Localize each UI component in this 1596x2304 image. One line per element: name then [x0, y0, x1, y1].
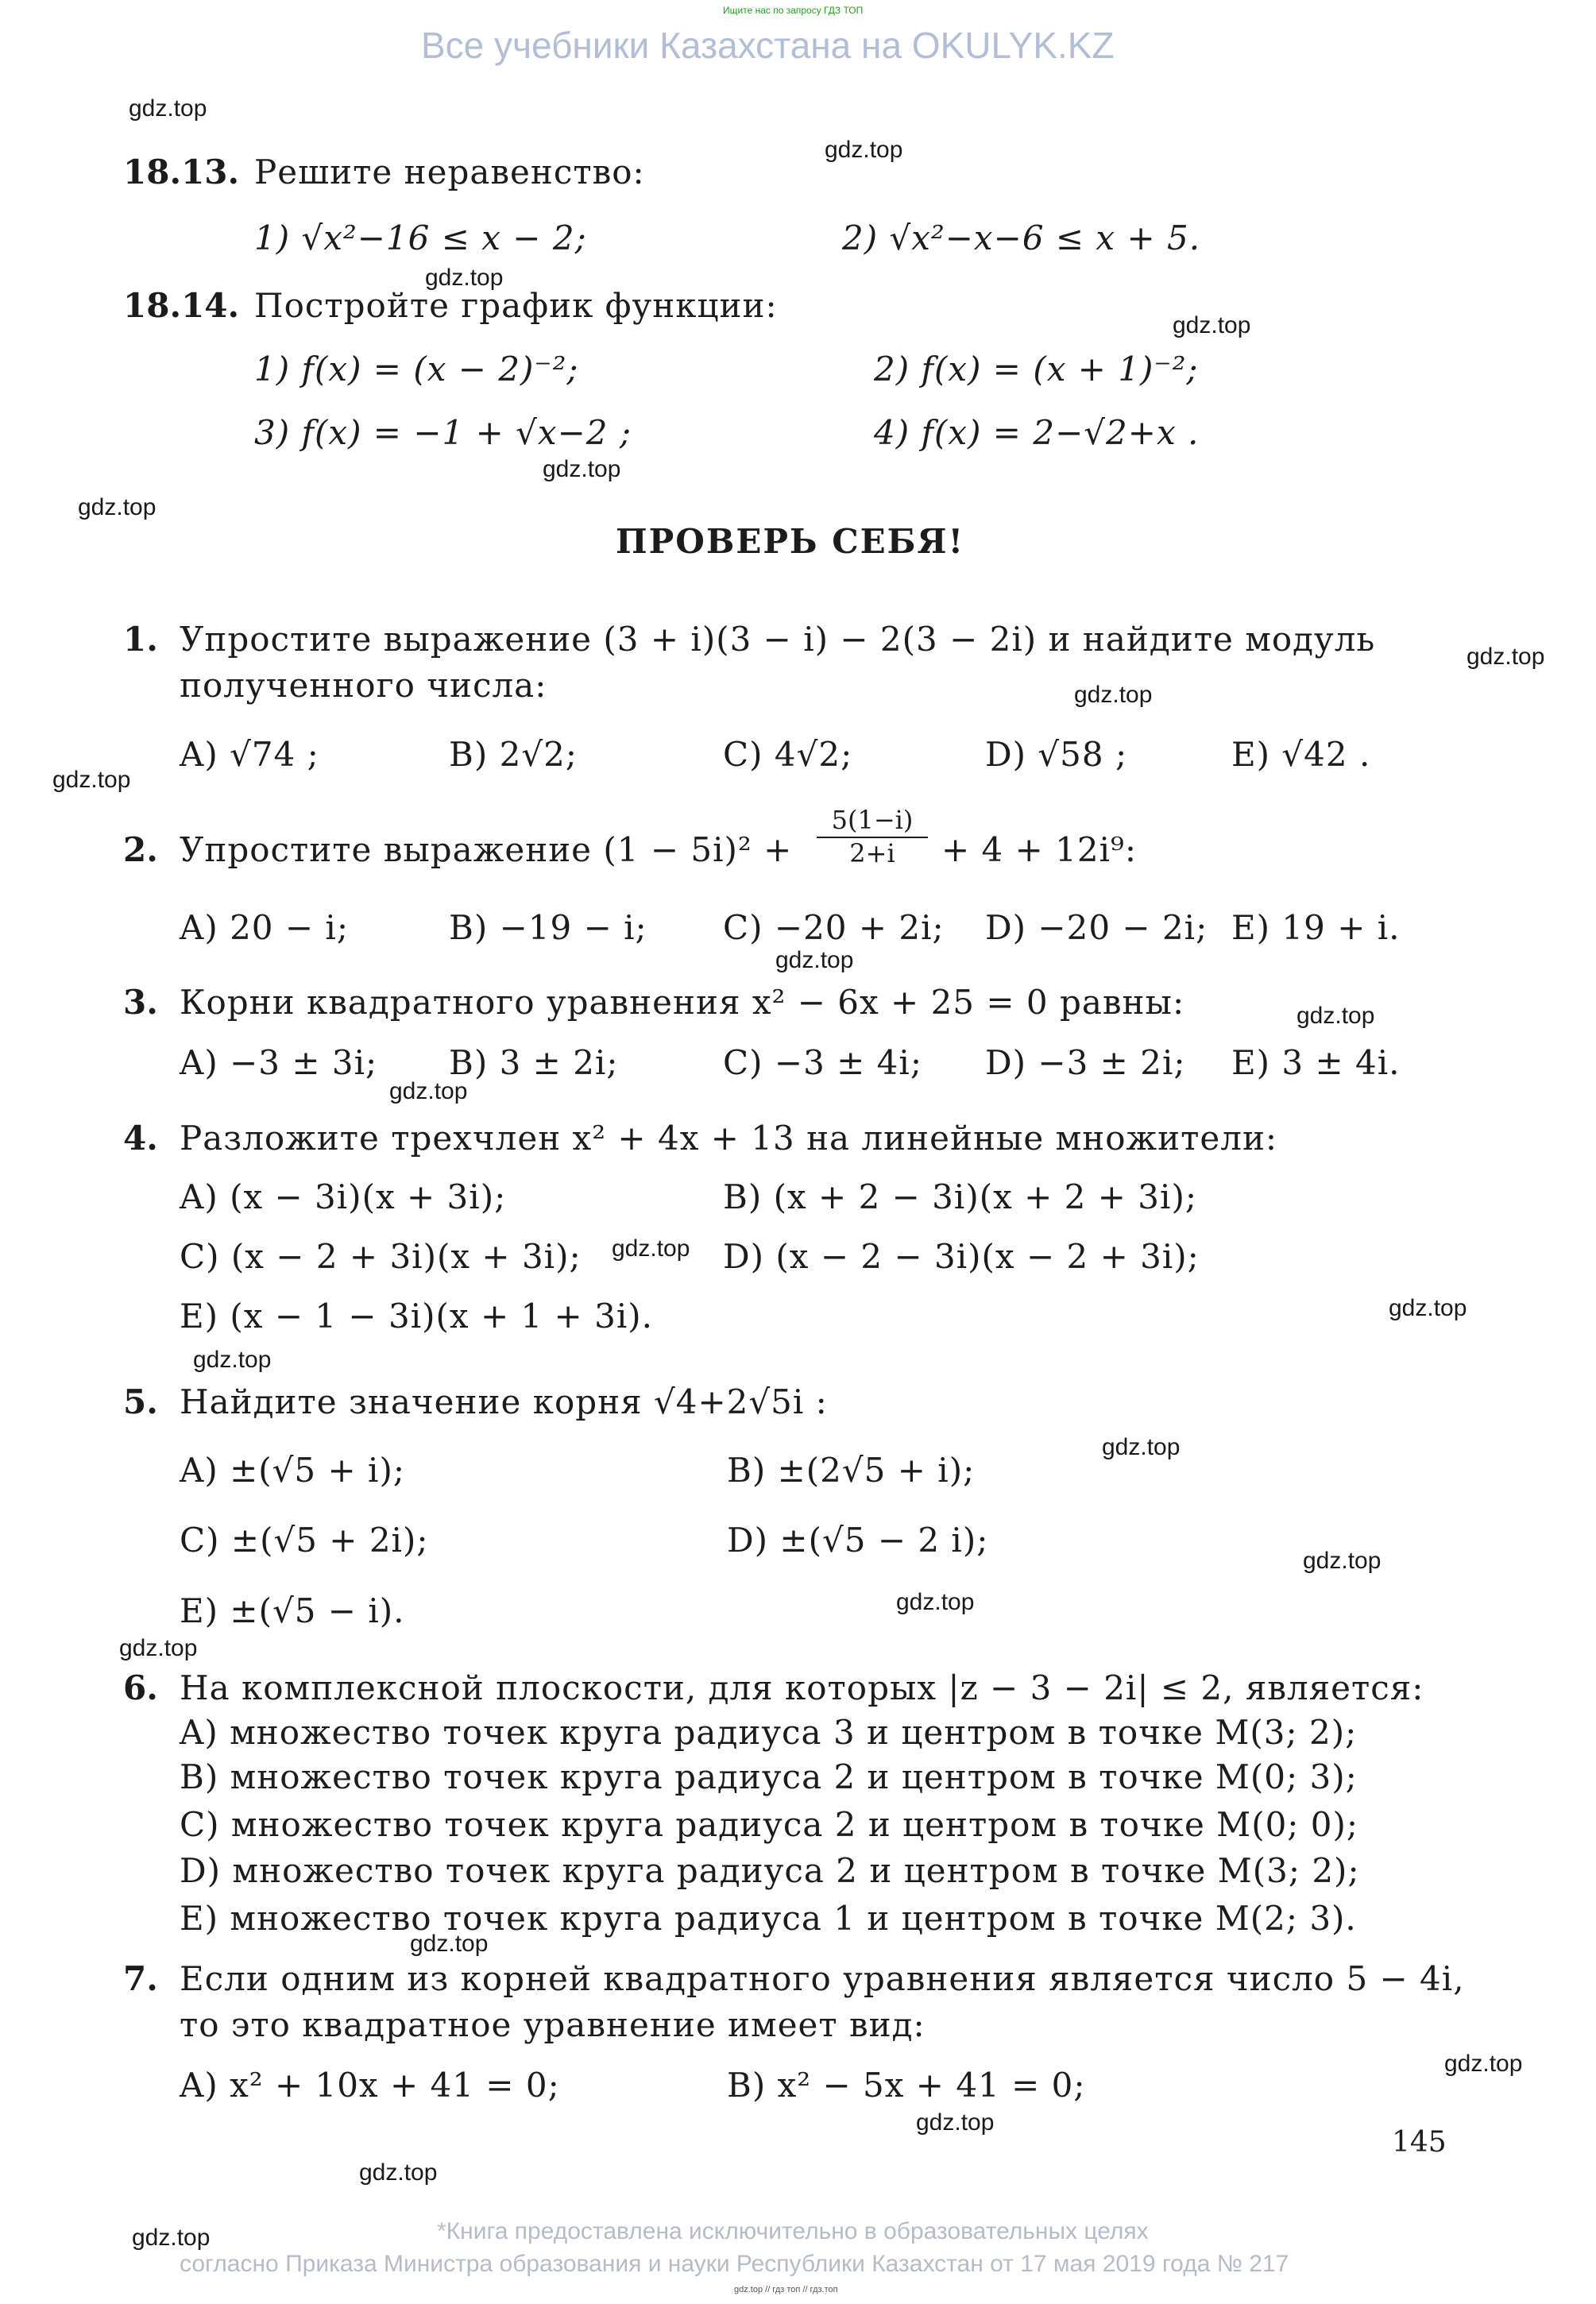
watermark: gdz.top	[132, 2225, 211, 2251]
watermark: gdz.top	[1444, 2051, 1523, 2077]
question-number: 3.	[123, 983, 158, 1022]
answer-option: A) √74 ;	[180, 735, 319, 774]
answer-option: C) ±(√5 + 2i);	[180, 1521, 429, 1560]
watermark: gdz.top	[916, 2109, 995, 2136]
watermark: gdz.top	[1297, 1003, 1375, 1029]
answer-option: A) x² + 10x + 41 = 0;	[180, 2066, 560, 2105]
answer-option: B) 2√2;	[449, 735, 578, 774]
problem-option: 3) f(x) = −1 + √x−2 ;	[254, 413, 632, 452]
answer-option: A) −3 ± 3i;	[180, 1043, 378, 1082]
question-number: 1.	[123, 620, 158, 659]
watermark: gdz.top	[129, 95, 207, 122]
problem-title: Постройте график функции:	[254, 286, 778, 325]
answer-option: C) множество точек круга радиуса 2 и центром в точке M(0; 0);	[180, 1805, 1359, 1844]
watermark: gdz.top	[825, 137, 903, 163]
watermark: gdz.top	[193, 1347, 272, 1373]
answer-option: B) 3 ± 2i;	[449, 1043, 619, 1082]
watermark: gdz.top	[543, 456, 621, 482]
problem-option: 1) √x²−16 ≤ x − 2;	[254, 218, 587, 257]
answer-option: B) x² − 5x + 41 = 0;	[727, 2066, 1086, 2105]
question-text: Найдите значение корня √4+2√5i :	[180, 1382, 828, 1421]
answer-option: D) множество точек круга радиуса 2 и центром в точке M(3; 2);	[180, 1851, 1360, 1890]
answer-option: D) (x − 2 − 3i)(x − 2 + 3i);	[723, 1237, 1200, 1276]
problem-option: 2) √x²−x−6 ≤ x + 5.	[842, 218, 1201, 257]
problem-option: 4) f(x) = 2−√2+x .	[874, 413, 1200, 452]
question-text: Корни квадратного уравнения x² − 6x + 25 = 0 равны:	[180, 983, 1185, 1022]
page-number: 145	[1392, 2126, 1447, 2159]
answer-option: C) −3 ± 4i;	[723, 1043, 922, 1082]
answer-option: E) 19 + i.	[1231, 908, 1401, 947]
answer-option: A) (x − 3i)(x + 3i);	[180, 1177, 507, 1216]
question-text: Если одним из корней квадратного уравнения является число 5 − 4i,	[180, 1959, 1465, 1998]
footer-tiny-links[interactable]: gdz.top // гдз топ // гдз.топ	[734, 2285, 838, 2294]
watermark: gdz.top	[359, 2159, 438, 2186]
section-title: ПРОВЕРЬ СЕБЯ!	[616, 522, 965, 561]
answer-option: C) (x − 2 + 3i)(x + 3i);	[180, 1237, 582, 1276]
watermark: gdz.top	[119, 1635, 198, 1661]
question-text: Упростите выражение (1 − 5i)² +	[180, 830, 793, 869]
watermark: gdz.top	[1102, 1434, 1181, 1460]
answer-option: B) множество точек круга радиуса 2 и центром в точке M(0; 3);	[180, 1757, 1358, 1796]
answer-option: A) 20 − i;	[180, 908, 349, 947]
question-text: + 4 + 12i⁹:	[941, 830, 1138, 869]
answer-option: D) √58 ;	[985, 735, 1128, 774]
fraction-denominator: 2+i	[849, 838, 895, 868]
question-number: 6.	[123, 1668, 158, 1707]
answer-option: A) множество точек круга радиуса 3 и центром в точке M(3; 2);	[180, 1713, 1358, 1752]
watermark: gdz.top	[1467, 644, 1545, 670]
question-number: 2.	[123, 830, 158, 869]
fraction	[817, 805, 928, 868]
problem-option: 1) f(x) = (x − 2)⁻²;	[254, 350, 579, 389]
answer-option: E) (x − 1 − 3i)(x + 1 + 3i).	[180, 1297, 653, 1336]
watermark: gdz.top	[612, 1235, 690, 1262]
answer-option: E) √42 .	[1231, 735, 1371, 774]
header-tiny-text: Ищите нас по запросу ГДЗ ТОП	[723, 5, 864, 16]
watermark: gdz.top	[896, 1589, 975, 1615]
answer-option: E) множество точек круга радиуса 1 и центром в точке M(2; 3).	[180, 1899, 1357, 1938]
answer-option: D) ±(√5 − 2 i);	[727, 1521, 989, 1560]
watermark: gdz.top	[775, 947, 854, 973]
watermark: gdz.top	[410, 1931, 489, 1957]
site-banner[interactable]: Все учебники Казахстана на OKULYK.KZ	[421, 25, 1115, 66]
watermark: gdz.top	[1074, 682, 1153, 708]
fraction-numerator: 5(1−i)	[817, 805, 928, 838]
footer-disclaimer: *Книга предоставлена исключительно в образовательных целях	[437, 2218, 1149, 2244]
watermark: gdz.top	[78, 494, 157, 520]
question-text: то это квадратное уравнение имеет вид:	[180, 2005, 926, 2044]
question-text: полученного числа:	[180, 666, 547, 705]
answer-option: E) ±(√5 − i).	[180, 1591, 405, 1630]
watermark: gdz.top	[1303, 1548, 1382, 1574]
question-number: 7.	[123, 1959, 158, 1998]
answer-option: D) −20 − 2i;	[985, 908, 1208, 947]
answer-option: C) 4√2;	[723, 735, 853, 774]
answer-option: A) ±(√5 + i);	[180, 1451, 405, 1490]
answer-option: B) (x + 2 − 3i)(x + 2 + 3i);	[723, 1177, 1197, 1216]
question-number: 5.	[123, 1382, 158, 1421]
watermark: gdz.top	[1173, 312, 1251, 338]
watermark: gdz.top	[1389, 1295, 1467, 1321]
problem-title: Решите неравенство:	[254, 153, 645, 191]
watermark: gdz.top	[425, 265, 504, 291]
answer-option: B) −19 − i;	[449, 908, 647, 947]
question-number: 4.	[123, 1119, 158, 1158]
problem-number: 18.13.	[123, 153, 240, 191]
answer-option: B) ±(2√5 + i);	[727, 1451, 976, 1490]
watermark: gdz.top	[52, 767, 131, 793]
question-text: На комплексной плоскости, для которых |z − 3 − 2i| ≤ 2, является:	[180, 1668, 1424, 1707]
answer-option: D) −3 ± 2i;	[985, 1043, 1186, 1082]
question-text: Разложите трехчлен x² + 4x + 13 на линейные множители:	[180, 1119, 1278, 1158]
answer-option: C) −20 + 2i;	[723, 908, 945, 947]
question-text: Упростите выражение (3 + i)(3 − i) − 2(3 − 2i) и найдите модуль	[180, 620, 1376, 659]
watermark: gdz.top	[389, 1078, 468, 1104]
footer-disclaimer: согласно Приказа Министра образования и науки Республики Казахстан от 17 мая 2019 года № 217	[180, 2251, 1289, 2277]
problem-option: 2) f(x) = (x + 1)⁻²;	[874, 350, 1199, 389]
answer-option: E) 3 ± 4i.	[1231, 1043, 1401, 1082]
problem-number: 18.14.	[123, 286, 240, 325]
